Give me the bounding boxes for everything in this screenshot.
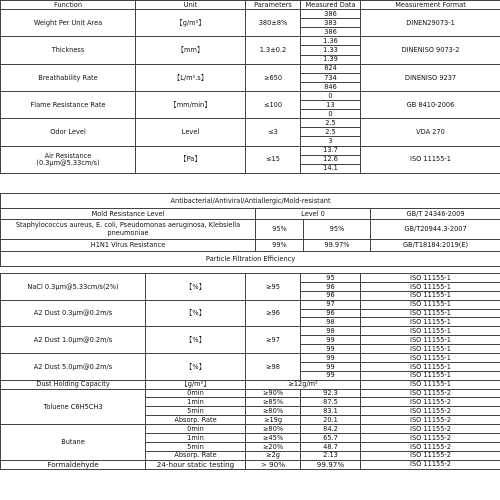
row-parameters: ≥90% bbox=[246, 389, 301, 398]
staph-function: Staphylococcus aureus, E. coli, Pseudomonas aeruginosa, Klebsiella pneumoniae bbox=[1, 220, 256, 240]
row-unit: 【g/m²】 bbox=[136, 10, 246, 37]
row-format: ISO 11155-2 bbox=[361, 407, 500, 416]
air-resistance-label: Air Resistance bbox=[44, 152, 92, 161]
row-measured: 14.1 bbox=[301, 164, 361, 173]
row-time: 5min bbox=[146, 442, 246, 451]
row-function: Breathability Rate bbox=[1, 64, 136, 91]
row-format: ISO 11155-1 bbox=[361, 327, 500, 336]
row-format: ISO 11155-1 bbox=[361, 371, 500, 380]
row-format: DINENISO 9237 bbox=[361, 64, 500, 91]
staph-format: GB/T20944.3-2007 bbox=[371, 220, 500, 240]
row-unit: Level bbox=[136, 119, 246, 146]
row-format: DINENISO 9073-2 bbox=[361, 37, 500, 64]
row-format: GB 8410-2006 bbox=[361, 91, 500, 118]
table-header-row bbox=[1, 1, 500, 10]
row-parameters: ≥19g bbox=[246, 416, 301, 425]
row-measured: 20.1 bbox=[301, 416, 361, 425]
row-time: 1min bbox=[146, 434, 246, 443]
row-format: ISO 11155-1 bbox=[361, 336, 500, 345]
row-format: ISO 11155-2 bbox=[361, 389, 500, 398]
row-measured: 97 bbox=[301, 300, 361, 309]
row-measured: 92.3 bbox=[301, 389, 361, 398]
staph-parameters: 95% bbox=[256, 220, 304, 240]
table-row bbox=[1, 220, 500, 240]
row-format: ISO 11155-1 bbox=[361, 282, 500, 291]
row-measured: 13 bbox=[301, 101, 361, 110]
header-parameters: Parameters bbox=[246, 1, 301, 10]
row-time: 5min bbox=[146, 407, 246, 416]
row-parameters: ≥96 bbox=[246, 300, 301, 327]
dust-format: ISO 11155-1 bbox=[361, 380, 500, 389]
row-measured: 99 bbox=[301, 371, 361, 380]
row-function: Weight Per Unit Area bbox=[1, 10, 136, 37]
row-format: VDA 270 bbox=[361, 119, 500, 146]
section-title-row bbox=[1, 252, 500, 267]
row-measured: 12.6 bbox=[301, 155, 361, 164]
dust-function: Dust Holding Capacity bbox=[1, 380, 146, 389]
mold-format: GB/T 24346-2009 bbox=[371, 209, 500, 220]
row-parameters: ≥2g bbox=[246, 451, 301, 460]
row-parameters: ≥45% bbox=[246, 434, 301, 443]
row-time: 0min bbox=[146, 389, 246, 398]
row-unit: 【%】 bbox=[146, 327, 246, 354]
row-format: ISO 11155-1 bbox=[361, 362, 500, 371]
row-measured: 2.5 bbox=[301, 119, 361, 128]
row-parameters: ≥80% bbox=[246, 407, 301, 416]
basic-properties-table bbox=[0, 0, 500, 174]
table-row bbox=[1, 389, 500, 398]
row-unit: 【mm/min】 bbox=[136, 91, 246, 118]
row-measured: 0 bbox=[301, 91, 361, 100]
row-measured: 65.7 bbox=[301, 434, 361, 443]
row-measured: 84.2 bbox=[301, 425, 361, 434]
row-format: ISO 11155-1 bbox=[361, 291, 500, 300]
row-format: ISO 11155-1 bbox=[361, 309, 500, 318]
row-time: Absorp. Rate bbox=[146, 451, 246, 460]
row-measured: 83.1 bbox=[301, 407, 361, 416]
row-format: ISO 11155-2 bbox=[361, 398, 500, 407]
h1n1-function: H1N1 Virus Resistance bbox=[1, 240, 256, 252]
butane-name: Butane bbox=[1, 425, 146, 461]
row-format: ISO 11155-1 bbox=[361, 318, 500, 327]
section-title-antibacterial: Antibacterial/Antiviral/Antiallergic/Mold-resistant bbox=[1, 194, 500, 209]
row-parameters: ≤15 bbox=[246, 146, 301, 173]
table-row bbox=[1, 37, 500, 46]
row-measured: 99 bbox=[301, 345, 361, 354]
table-row bbox=[1, 380, 500, 389]
row-measured: 87.5 bbox=[301, 398, 361, 407]
section-title-particle: Particle Filtration Efficiency bbox=[1, 252, 500, 267]
row-measured: 98 bbox=[301, 318, 361, 327]
row-unit: 【%】 bbox=[146, 300, 246, 327]
dust-value: ≥12g/m² bbox=[246, 380, 361, 389]
row-parameters: ≥95 bbox=[246, 274, 301, 301]
air-resistance-condition: (0.3μm@5.33cm/s) bbox=[36, 158, 100, 167]
filtration-table bbox=[0, 273, 500, 470]
row-measured: 98 bbox=[301, 327, 361, 336]
row-function: A2 Dust 5.0μm@0.2m/s bbox=[1, 354, 146, 381]
row-measured: 386 bbox=[301, 10, 361, 19]
row-measured: 824 bbox=[301, 64, 361, 73]
row-measured: 99 bbox=[301, 362, 361, 371]
table-row bbox=[1, 460, 500, 469]
toluene-name: Toluene C6H5CH3 bbox=[1, 389, 146, 425]
row-parameters: ≥97 bbox=[246, 327, 301, 354]
h1n1-parameters: 99% bbox=[256, 240, 304, 252]
row-measured: 383 bbox=[301, 19, 361, 28]
row-format: ISO 11155-1 bbox=[361, 345, 500, 354]
row-time: 0min bbox=[146, 425, 246, 434]
row-unit: 【Pa】 bbox=[136, 146, 246, 173]
row-function: A2 Dust 0.3μm@0.2m/s bbox=[1, 300, 146, 327]
row-parameters: ≥20% bbox=[246, 442, 301, 451]
row-format: ISO 11155-2 bbox=[361, 425, 500, 434]
h1n1-measured: 99.97% bbox=[304, 240, 371, 252]
table-row bbox=[1, 146, 500, 155]
row-time: Absorp. Rate bbox=[146, 416, 246, 425]
row-measured: 1.33 bbox=[301, 46, 361, 55]
table-row bbox=[1, 327, 500, 336]
row-unit: 【%】 bbox=[146, 274, 246, 301]
row-parameters: ≥650 bbox=[246, 64, 301, 91]
table-row bbox=[1, 274, 500, 283]
row-function: NaCl 0.3μm@5.33cm/s(2%) bbox=[1, 274, 146, 301]
h1n1-format: GB/T18184:2019(E) bbox=[371, 240, 500, 252]
row-measured: 96 bbox=[301, 282, 361, 291]
mold-value: Level 0 bbox=[256, 209, 371, 220]
row-function: Thickness bbox=[1, 37, 136, 64]
row-measured: 3 bbox=[301, 137, 361, 146]
row-measured: 1.39 bbox=[301, 55, 361, 64]
row-parameters: ≤100 bbox=[246, 91, 301, 118]
row-measured: 48.7 bbox=[301, 442, 361, 451]
row-parameters: 1.3±0.2 bbox=[246, 37, 301, 64]
row-format: ISO 11155-1 bbox=[361, 300, 500, 309]
row-parameters: ≥98 bbox=[246, 354, 301, 381]
row-measured: 96 bbox=[301, 291, 361, 300]
table-row bbox=[1, 119, 500, 128]
table-row bbox=[1, 300, 500, 309]
table-row bbox=[1, 354, 500, 363]
formaldehyde-time: 24-hour static testing bbox=[146, 460, 246, 469]
row-format: ISO 11155-2 bbox=[361, 416, 500, 425]
row-measured: 99 bbox=[301, 336, 361, 345]
row-format: ISO 11155-1 bbox=[361, 146, 500, 173]
formaldehyde-format: ISO 11155-2 bbox=[361, 460, 500, 469]
row-unit: 【%】 bbox=[146, 354, 246, 381]
row-function: Flame Resistance Rate bbox=[1, 91, 136, 118]
antibacterial-table bbox=[0, 193, 500, 267]
row-parameters: 380±8% bbox=[246, 10, 301, 37]
row-parameters: ≥85% bbox=[246, 398, 301, 407]
row-function bbox=[1, 146, 136, 173]
table-row bbox=[1, 64, 500, 73]
row-format: ISO 11155-1 bbox=[361, 274, 500, 283]
row-format: ISO 11155-2 bbox=[361, 451, 500, 460]
row-format: ISO 11155-2 bbox=[361, 434, 500, 443]
table-row bbox=[1, 425, 500, 434]
table-row bbox=[1, 209, 500, 220]
row-format: ISO 11155-1 bbox=[361, 354, 500, 363]
header-unit: Unit bbox=[136, 1, 246, 10]
row-time: 1min bbox=[146, 398, 246, 407]
table-row bbox=[1, 91, 500, 100]
row-format: ISO 11155-2 bbox=[361, 442, 500, 451]
row-measured: 13.7 bbox=[301, 146, 361, 155]
row-unit: 【mm】 bbox=[136, 37, 246, 64]
row-measured: 1.36 bbox=[301, 37, 361, 46]
mold-function: Mold Resistance Level bbox=[1, 209, 256, 220]
row-measured: 734 bbox=[301, 73, 361, 82]
formaldehyde-measured: 99.97% bbox=[301, 460, 361, 469]
formaldehyde-name: Formaldehyde bbox=[1, 460, 146, 469]
row-measured: 95 bbox=[301, 274, 361, 283]
row-function: A2 Dust 1.0μm@0.2m/s bbox=[1, 327, 146, 354]
row-measured: 2.5 bbox=[301, 128, 361, 137]
row-measured: 846 bbox=[301, 82, 361, 91]
table-row bbox=[1, 240, 500, 252]
table-row bbox=[1, 10, 500, 19]
dust-unit: 【g/m²】 bbox=[146, 380, 246, 389]
row-parameters: ≥80% bbox=[246, 425, 301, 434]
section-title-row bbox=[1, 194, 500, 209]
row-function: Odor Level bbox=[1, 119, 136, 146]
row-unit: 【L/m².s】 bbox=[136, 64, 246, 91]
header-format: Measurement Format bbox=[361, 1, 500, 10]
header-function: Function bbox=[1, 1, 136, 10]
row-measured: 2.13 bbox=[301, 451, 361, 460]
row-measured: 386 bbox=[301, 28, 361, 37]
row-format: DINEN29073-1 bbox=[361, 10, 500, 37]
row-measured: 96 bbox=[301, 309, 361, 318]
formaldehyde-parameters: > 90% bbox=[246, 460, 301, 469]
staph-measured: 95% bbox=[304, 220, 371, 240]
row-measured: 0 bbox=[301, 110, 361, 119]
row-parameters: ≤3 bbox=[246, 119, 301, 146]
row-measured: 99 bbox=[301, 354, 361, 363]
header-measured: Measured Data bbox=[301, 1, 361, 10]
